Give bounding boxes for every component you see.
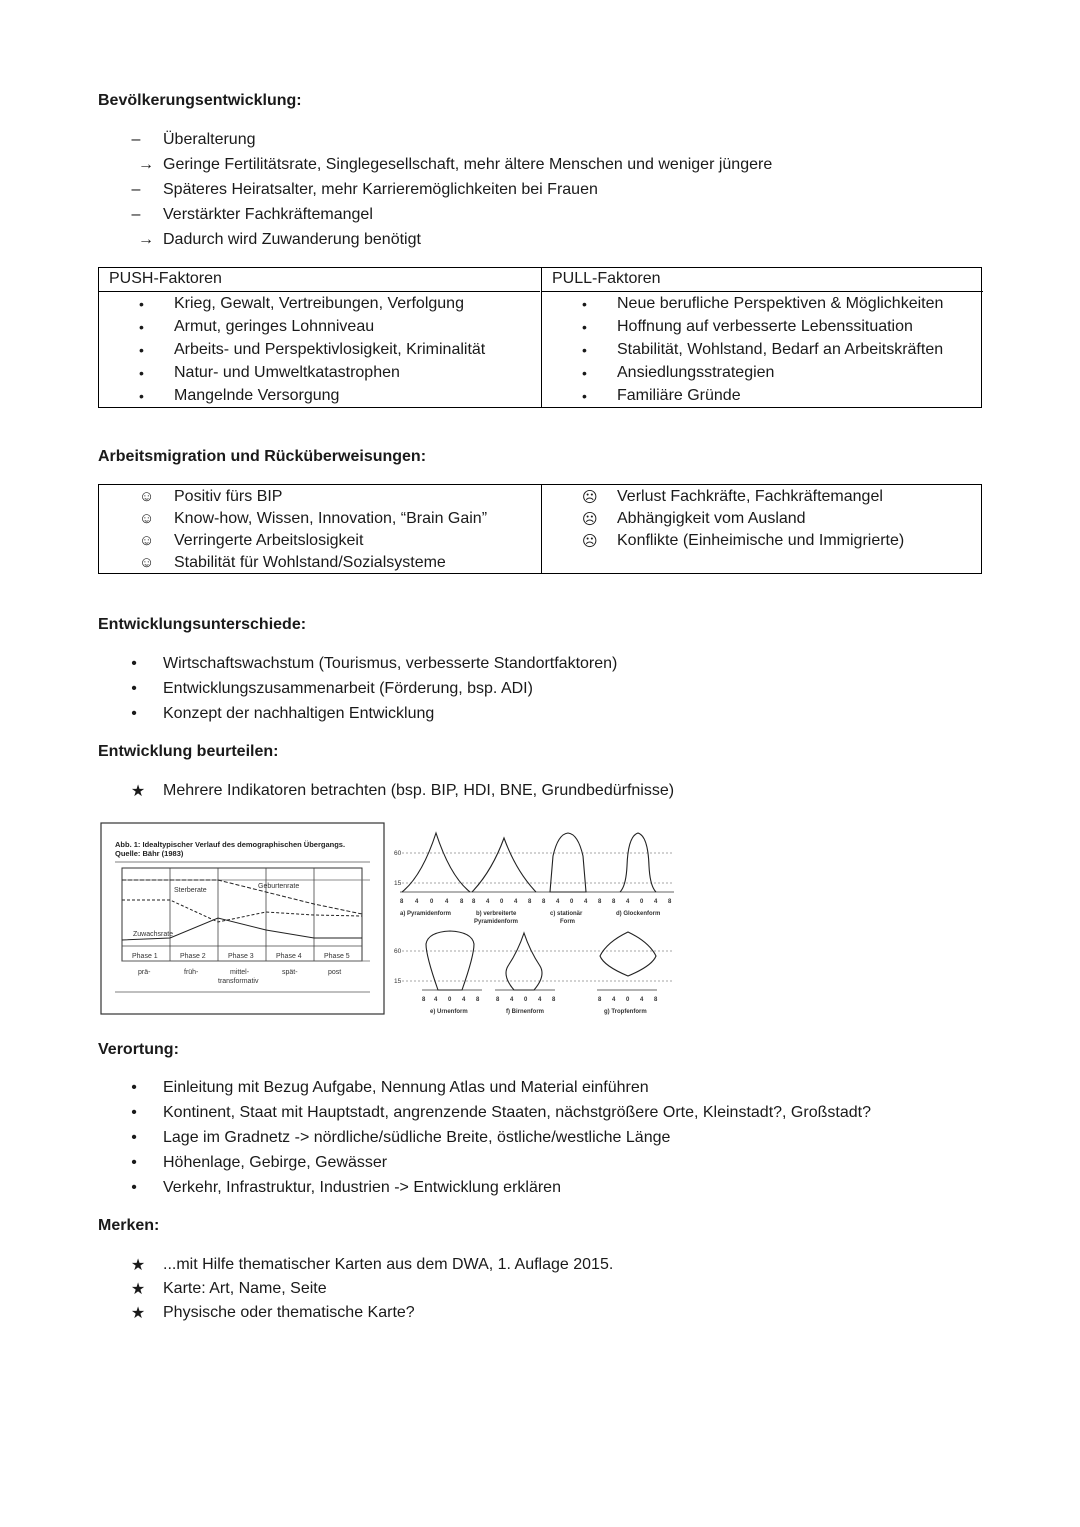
tick-label: 8 bbox=[528, 899, 532, 905]
pull-item: Ansiedlungsstrategien bbox=[617, 364, 775, 381]
positive-item: Positiv fürs BIP bbox=[174, 488, 283, 505]
bullet-icon: • bbox=[131, 1104, 137, 1121]
tick-label: 0 bbox=[626, 997, 630, 1003]
pull-item: Familiäre Gründe bbox=[617, 387, 741, 404]
push-item: Armut, geringes Lohnniveau bbox=[174, 318, 375, 335]
tick-label: 8 bbox=[552, 997, 556, 1003]
frown-icon: ☹ bbox=[582, 533, 598, 550]
list-item: Einleitung mit Bezug Aufgabe, Nennung Atlas und Material einführen bbox=[163, 1079, 649, 1096]
label-sterberate: Sterberate bbox=[174, 887, 207, 894]
tick-label: 0 bbox=[448, 997, 452, 1003]
pull-item: Neue berufliche Perspektiven & Möglichkeiten bbox=[617, 295, 944, 312]
shape-label: Pyramidenform bbox=[474, 919, 519, 925]
tick-label: 0 bbox=[524, 997, 528, 1003]
push-column bbox=[99, 268, 540, 407]
push-item: Arbeits- und Perspektivlosigkeit, Kriminalität bbox=[174, 341, 486, 358]
push-header: PUSH-Faktoren bbox=[109, 270, 222, 287]
axis-label-60: 60 bbox=[394, 948, 402, 955]
list-item: Späteres Heiratsalter, mehr Karrieremöglichkeiten bei Frauen bbox=[163, 181, 598, 198]
star-icon: ★ bbox=[130, 1257, 146, 1274]
demographic-transition-figure bbox=[100, 822, 386, 1016]
bullet-icon: • bbox=[131, 1129, 137, 1146]
heading-bevoelkerung: Bevölkerungsentwicklung: bbox=[98, 92, 302, 109]
heading-entwicklung-beurteilen: Entwicklung beurteilen: bbox=[98, 743, 279, 760]
bullet-icon: • bbox=[139, 365, 144, 381]
shape-label: d) Glockenform bbox=[616, 911, 661, 917]
tick-label: 4 bbox=[626, 899, 630, 905]
heading-merken: Merken: bbox=[98, 1217, 160, 1234]
bullet-icon: • bbox=[131, 1154, 137, 1171]
star-icon: ★ bbox=[130, 1281, 146, 1298]
tick-label: 4 bbox=[538, 997, 542, 1003]
shape-label: c) stationär bbox=[550, 911, 583, 917]
label-geburtenrate: Geburtenrate bbox=[258, 883, 300, 890]
dash-marker: – bbox=[131, 206, 141, 223]
list-item: Lage im Gradnetz -> nördliche/südliche Breite, östliche/westliche Länge bbox=[163, 1129, 671, 1146]
list-item: Konzept der nachhaltigen Entwicklung bbox=[163, 705, 435, 722]
frown-icon: ☹ bbox=[582, 489, 598, 506]
list-item: Karte: Art, Name, Seite bbox=[163, 1280, 327, 1297]
pull-column bbox=[541, 268, 983, 407]
tick-label: 0 bbox=[570, 899, 574, 905]
shape-label: Form bbox=[560, 919, 575, 925]
positive-item: Verringerte Arbeitslosigkeit bbox=[174, 532, 364, 549]
positive-item: Know-how, Wissen, Innovation, “Brain Gain” bbox=[174, 510, 488, 527]
smiley-icon: ☺ bbox=[139, 510, 155, 527]
list-item: Wirtschaftswachstum (Tourismus, verbesserte Standortfaktoren) bbox=[163, 655, 618, 672]
tick-label: 4 bbox=[584, 899, 588, 905]
tick-label: 8 bbox=[422, 997, 426, 1003]
list-item: Verkehr, Infrastruktur, Industrien -> Entwicklung erklären bbox=[163, 1179, 561, 1196]
tick-label: 0 bbox=[640, 899, 644, 905]
phase-name: post bbox=[328, 969, 342, 976]
list-item: ...mit Hilfe thematischer Karten aus dem DWA, 1. Auflage 2015. bbox=[163, 1256, 614, 1273]
figure-caption: Abb. 1: Idealtypischer Verlauf des demographischen Übergangs. bbox=[115, 840, 346, 849]
negative-item: Konflikte (Einheimische und Immigrierte) bbox=[617, 532, 905, 549]
list-item: Dadurch wird Zuwanderung benötigt bbox=[163, 231, 421, 248]
tick-label: 8 bbox=[542, 899, 546, 905]
bullet-icon: • bbox=[139, 342, 144, 358]
population-pyramids-figure bbox=[392, 826, 682, 1022]
smiley-icon: ☺ bbox=[139, 532, 155, 549]
bullet-icon: • bbox=[139, 388, 144, 404]
phase-name: spät- bbox=[282, 969, 298, 976]
phase-name: prä- bbox=[138, 969, 151, 976]
tick-label: 0 bbox=[500, 899, 504, 905]
star-icon: ★ bbox=[130, 783, 146, 800]
axis-label-15: 15 bbox=[394, 880, 402, 887]
shape-label: b) verbreiterte bbox=[476, 911, 517, 917]
bullet-icon: • bbox=[131, 1179, 137, 1196]
tick-label: 8 bbox=[654, 997, 658, 1003]
list-item: Geringe Fertilitätsrate, Singlegesellschaft, mehr ältere Menschen und weniger jüngere bbox=[163, 156, 773, 173]
phase-label: Phase 1 bbox=[132, 953, 158, 960]
positive-column bbox=[99, 485, 540, 573]
pull-header: PULL-Faktoren bbox=[552, 270, 661, 287]
tick-label: 4 bbox=[486, 899, 490, 905]
dash-marker: – bbox=[131, 181, 141, 198]
smiley-icon: ☺ bbox=[139, 554, 155, 571]
tick-label: 4 bbox=[514, 899, 518, 905]
tick-label: 4 bbox=[510, 997, 514, 1003]
arrow-marker: → bbox=[138, 156, 154, 173]
list-item: Mehrere Indikatoren betrachten (bsp. BIP, HDI, BNE, Grundbedürfnisse) bbox=[163, 782, 675, 799]
tick-label: 8 bbox=[598, 899, 602, 905]
bullet-icon: • bbox=[131, 655, 137, 672]
tick-label: 0 bbox=[430, 899, 434, 905]
tick-label: 4 bbox=[462, 997, 466, 1003]
phase-name: mittel- bbox=[230, 969, 250, 976]
tick-label: 4 bbox=[415, 899, 419, 905]
bullet-icon: • bbox=[131, 1079, 137, 1096]
positive-item: Stabilität für Wohlstand/Sozialsysteme bbox=[174, 554, 446, 571]
pull-item: Stabilität, Wohlstand, Bedarf an Arbeitskräften bbox=[617, 341, 944, 358]
tick-label: 8 bbox=[472, 899, 476, 905]
tick-label: 4 bbox=[640, 997, 644, 1003]
dash-marker: – bbox=[131, 131, 141, 148]
label-zuwachsrate: Zuwachsrate bbox=[133, 931, 174, 938]
list-item: Höhenlage, Gebirge, Gewässer bbox=[163, 1154, 388, 1171]
tick-label: 8 bbox=[612, 899, 616, 905]
tick-label: 4 bbox=[612, 997, 616, 1003]
heading-arbeitsmigration: Arbeitsmigration und Rücküberweisungen: bbox=[98, 448, 427, 465]
axis-label-15: 15 bbox=[394, 978, 402, 985]
tick-label: 8 bbox=[668, 899, 672, 905]
bullet-icon: • bbox=[582, 296, 587, 312]
bullet-icon: • bbox=[582, 319, 587, 335]
list-item: Kontinent, Staat mit Hauptstadt, angrenzende Staaten, nächstgrößere Orte, Kleinstadt?, Großstadt? bbox=[163, 1104, 871, 1121]
shape-label: a) Pyramidenform bbox=[400, 911, 452, 917]
tick-label: 4 bbox=[445, 899, 449, 905]
list-item: Entwicklungszusammenarbeit (Förderung, bsp. ADI) bbox=[163, 680, 533, 697]
tick-label: 4 bbox=[434, 997, 438, 1003]
push-item: Krieg, Gewalt, Vertreibungen, Verfolgung bbox=[174, 295, 464, 312]
phase-label: Phase 4 bbox=[276, 953, 302, 960]
phase-label: Phase 3 bbox=[228, 953, 254, 960]
smiley-icon: ☺ bbox=[139, 488, 155, 505]
shape-label: e) Urnenform bbox=[430, 1009, 468, 1015]
list-item: Überalterung bbox=[163, 131, 256, 148]
tick-label: 8 bbox=[476, 997, 480, 1003]
bullet-icon: • bbox=[139, 319, 144, 335]
list-item: Physische oder thematische Karte? bbox=[163, 1304, 415, 1321]
arrow-marker: → bbox=[138, 231, 154, 248]
migration-table bbox=[98, 484, 982, 574]
bullet-icon: • bbox=[131, 680, 137, 697]
bullet-icon: • bbox=[131, 705, 137, 722]
axis-label-60: 60 bbox=[394, 850, 402, 857]
tick-label: 8 bbox=[400, 899, 404, 905]
bullet-icon: • bbox=[582, 388, 587, 404]
tick-label: 4 bbox=[556, 899, 560, 905]
star-icon: ★ bbox=[130, 1305, 146, 1322]
negative-column bbox=[541, 485, 983, 573]
list-item: Verstärkter Fachkräftemangel bbox=[163, 206, 373, 223]
push-item: Mangelnde Versorgung bbox=[174, 387, 340, 404]
phase-name-extra: transformativ bbox=[218, 978, 259, 985]
shape-label: g) Tropfenform bbox=[604, 1009, 647, 1015]
pull-item: Hoffnung auf verbesserte Lebenssituation bbox=[617, 318, 913, 335]
phase-label: Phase 2 bbox=[180, 953, 206, 960]
bullet-icon: • bbox=[582, 365, 587, 381]
negative-item: Verlust Fachkräfte, Fachkräftemangel bbox=[617, 488, 883, 505]
phase-label: Phase 5 bbox=[324, 953, 350, 960]
frown-icon: ☹ bbox=[582, 511, 598, 528]
tick-label: 4 bbox=[654, 899, 658, 905]
push-pull-table bbox=[98, 267, 982, 408]
figure-source: Quelle: Bähr (1983) bbox=[115, 849, 184, 858]
tick-label: 8 bbox=[496, 997, 500, 1003]
negative-item: Abhängigkeit vom Ausland bbox=[617, 510, 806, 527]
shape-label: f) Birnenform bbox=[506, 1009, 544, 1015]
push-item: Natur- und Umweltkatastrophen bbox=[174, 364, 400, 381]
bullet-icon: • bbox=[582, 342, 587, 358]
phase-name: früh- bbox=[184, 969, 199, 976]
heading-verortung: Verortung: bbox=[98, 1041, 179, 1058]
tick-label: 8 bbox=[460, 899, 464, 905]
tick-label: 8 bbox=[598, 997, 602, 1003]
bullet-icon: • bbox=[139, 296, 144, 312]
heading-entwicklungsunterschiede: Entwicklungsunterschiede: bbox=[98, 616, 307, 633]
